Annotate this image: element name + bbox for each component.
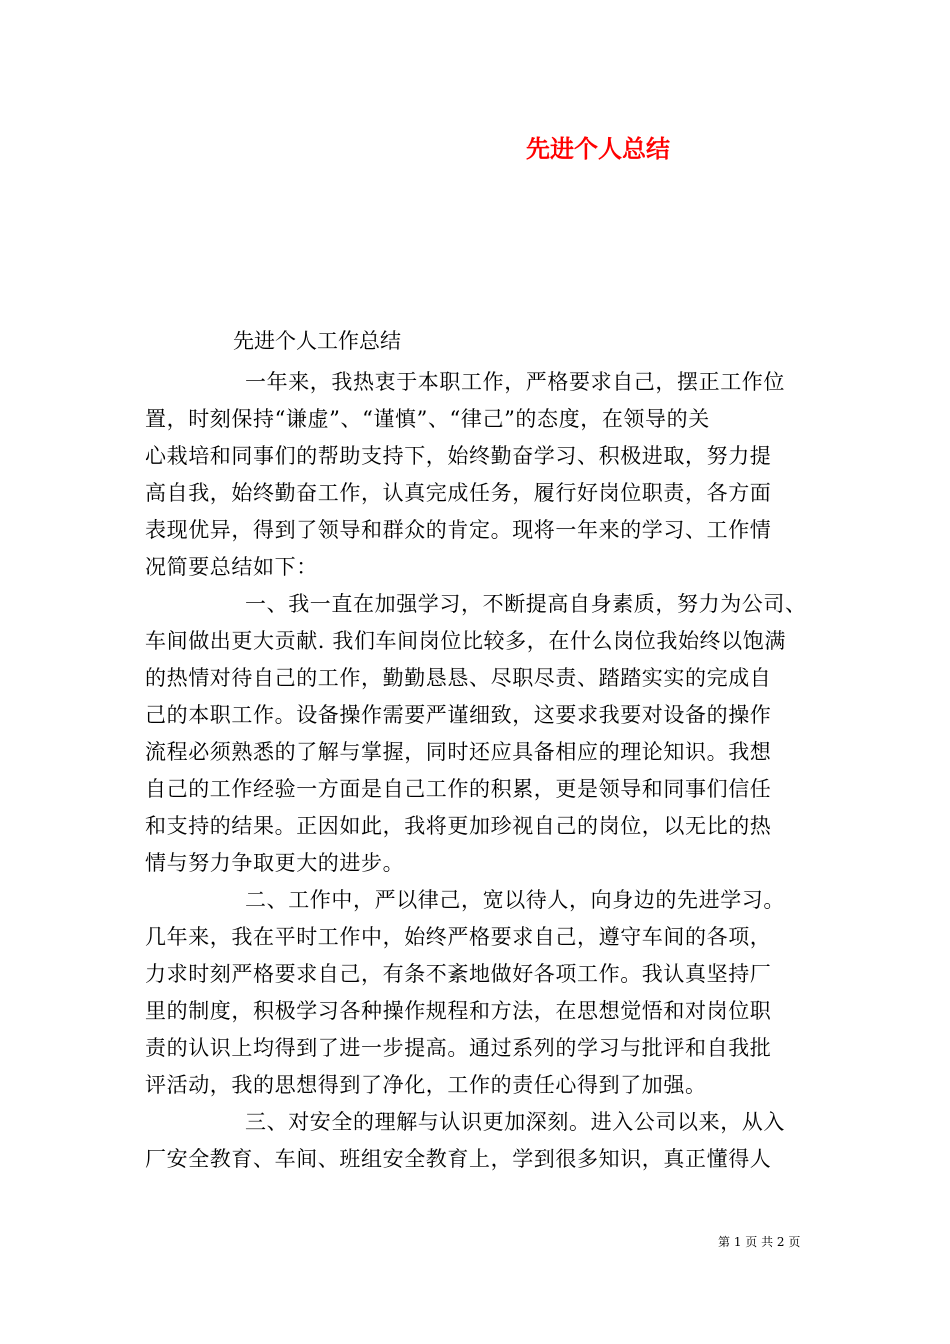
body-line: 流程必须熟悉的了解与掌握，同时还应具备相应的理论知识。我想 bbox=[145, 740, 772, 764]
body-line: 心栽培和同事们的帮助支持下，始终勤奋学习、积极进取，努力提 bbox=[145, 444, 772, 468]
body-line: 况简要总结如下： bbox=[145, 555, 318, 579]
document-body bbox=[145, 364, 817, 1178]
body-line: 评活动，我的思想得到了净化，工作的责任心得到了加强。 bbox=[145, 1073, 707, 1097]
body-line: 几年来，我在平时工作中，始终严格要求自己，遵守车间的各项， bbox=[145, 925, 772, 949]
page-title: 先进个人总结 bbox=[526, 134, 670, 163]
body-line: 表现优异，得到了领导和群众的肯定。现将一年来的学习、工作情 bbox=[145, 518, 772, 542]
body-line: 己的本职工作。设备操作需要严谨细致，这要求我要对设备的操作 bbox=[145, 703, 772, 727]
body-line: 高自我，始终勤奋工作，认真完成任务，履行好岗位职责，各方面 bbox=[145, 481, 772, 505]
page-footer: 第 1 页 共 2 页 bbox=[718, 1235, 801, 1249]
body-line: 力求时刻严格要求自己，有条不紊地做好各项工作。我认真坚持厂 bbox=[145, 962, 772, 986]
body-line: 厂安全教育、车间、班组安全教育上，学到很多知识，真正懂得人 bbox=[145, 1147, 772, 1171]
body-line: 情与努力争取更大的进步。 bbox=[145, 851, 405, 875]
body-line: 和支持的结果。正因如此，我将更加珍视自己的岗位，以无比的热 bbox=[145, 814, 772, 838]
body-line: 置，时刻保持“谦虚”、“谨慎”、“律己”的态度，在领导的关 bbox=[145, 407, 710, 431]
body-line: 三、对安全的理解与认识更加深刻。进入公司以来，从入 bbox=[245, 1110, 785, 1134]
body-line: 一、我一直在加强学习，不断提高自身素质，努力为公司、 bbox=[245, 592, 807, 616]
body-line: 二、工作中，严以律己，宽以待人，向身边的先进学习。 bbox=[245, 888, 785, 912]
body-line: 里的制度，积极学习各种操作规程和方法，在思想觉悟和对岗位职 bbox=[145, 999, 772, 1023]
document-subtitle: 先进个人工作总结 bbox=[233, 329, 401, 353]
body-line: 责的认识上均得到了进一步提高。通过系列的学习与批评和自我批 bbox=[145, 1036, 772, 1060]
body-line: 一年来，我热衷于本职工作，严格要求自己，摆正工作位 bbox=[245, 370, 785, 394]
body-line: 的热情对待自己的工作，勤勤恳恳、尽职尽责、踏踏实实的完成自 bbox=[145, 666, 772, 690]
body-line: 自己的工作经验一方面是自己工作的积累，更是领导和同事们信任 bbox=[145, 777, 772, 801]
body-line: 车间做出更大贡献. 我们车间岗位比较多，在什么岗位我始终以饱满 bbox=[145, 629, 786, 653]
